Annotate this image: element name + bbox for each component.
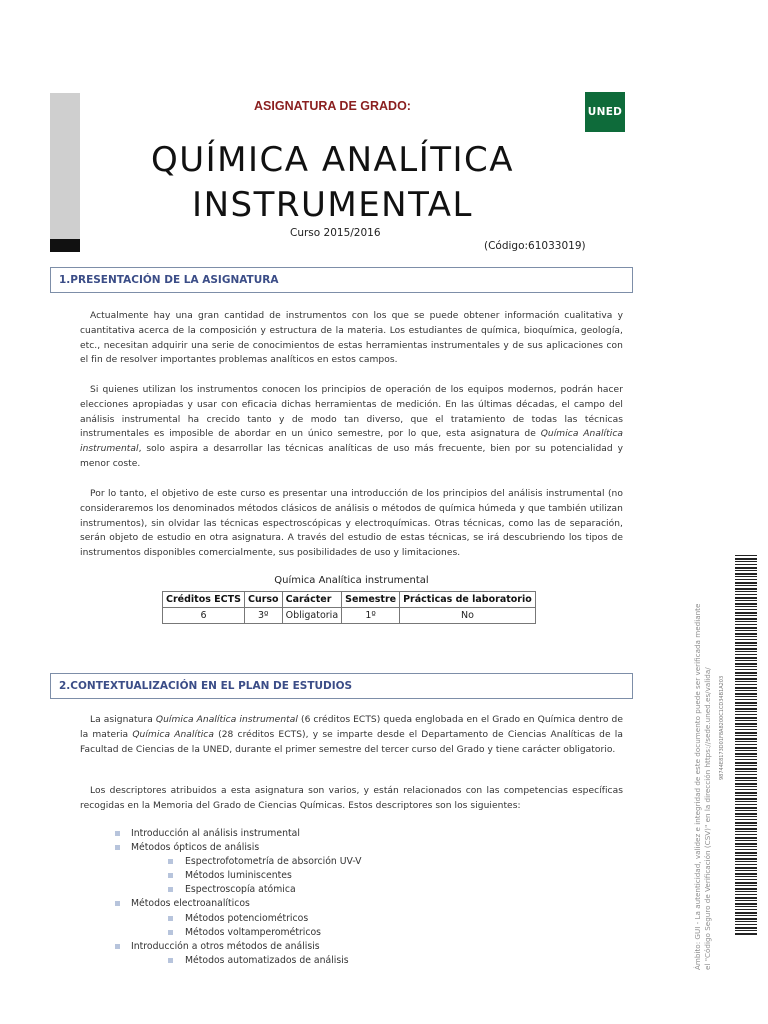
paragraph-intro-1: [80, 309, 623, 368]
course-year: Curso 2015/2016: [290, 227, 381, 239]
table-cell: 3º: [244, 608, 282, 624]
paragraph-context-1: [80, 713, 623, 757]
italic-subject-area: Química Analítica: [132, 729, 214, 740]
table-cell: Obligatoria: [282, 608, 342, 624]
paragraph-text: Si quienes utilizan los instrumentos conocen los principios de operación de los equipos modernos, podrán hacer elecciones apropiadas y usar con eficacia dichas herramientas de medición. En las últimas décadas, el campo del análisis instrumental ha crecido tanto y de modo tan diverso, que el tratamiento de todas las técnicas instrumentales es imposible de abordar en un único semestre, por lo que, esta asignatura de: [80, 385, 623, 440]
list-item: Introducción al análisis instrumental: [115, 827, 362, 841]
page-title-line1: QUÍMICA ANALÍTICA: [150, 140, 515, 180]
list-subitem: Métodos potenciométricos: [115, 912, 362, 926]
table-header-cell: Curso: [244, 592, 282, 608]
verification-code: [719, 640, 729, 780]
table-header-cell: Prácticas de laboratorio: [400, 592, 536, 608]
italic-subject-name: Química Analítica instrumental: [155, 715, 298, 725]
section-heading-presentacion: 1.PRESENTACIÓN DE LA ASIGNATURA: [50, 267, 633, 293]
paragraph-intro-2: [80, 383, 623, 472]
italic-subject-name: Química Analítica instrumental: [80, 429, 623, 455]
list-subitem: Métodos voltamperométricos: [115, 926, 362, 940]
subject-label: ASIGNATURA DE GRADO:: [254, 99, 411, 113]
verification-line-1: Ámbito: GUI - La autenticidad, validez e integridad de este documento puede ser verificada mediante: [693, 603, 702, 970]
table-header-cell: Carácter: [282, 592, 342, 608]
table-cell: 6: [163, 608, 245, 624]
list-item: Introducción a otros métodos de análisis: [115, 940, 362, 954]
paragraph-text: , solo aspira a desarrollar las técnicas analíticas de uso más frecuente, bien por su potencialidad y menor coste.: [80, 444, 623, 469]
paragraph-text: La asignatura: [90, 715, 156, 725]
verification-code-text: 98744E8173D01F8A8200C1CD34B1A203: [719, 675, 725, 780]
decorative-side-block: [50, 239, 80, 252]
list-subitem: Métodos luminiscentes: [115, 869, 362, 883]
table-caption: Química Analítica instrumental: [274, 575, 429, 586]
ects-table: [162, 591, 536, 624]
table-cell: 1º: [342, 608, 400, 624]
table-cell: No: [400, 608, 536, 624]
paragraph-intro-3: [80, 487, 623, 561]
decorative-side-bar: [50, 93, 80, 239]
list-subitem: Espectrofotometría de absorción UV-V: [115, 855, 362, 869]
page-title-line2: INSTRUMENTAL: [192, 185, 473, 225]
list-item: Métodos electroanalíticos: [115, 897, 362, 911]
paragraph-context-2: [80, 784, 623, 814]
subject-code: (Código:61033019): [484, 240, 586, 252]
table-header-cell: Semestre: [342, 592, 400, 608]
list-subitem: Espectroscopía atómica: [115, 883, 362, 897]
descriptor-list: [115, 827, 362, 968]
section-heading-contextualizacion: 2.CONTEXTUALIZACIÓN EN EL PLAN DE ESTUDIOS: [50, 673, 633, 699]
verification-note: [693, 545, 713, 970]
list-item: Métodos ópticos de análisis: [115, 841, 362, 855]
paragraph-text: (28 créditos ECTS), y se imparte desde el Departamento de Ciencias Analíticas de la Facultad de Ciencias de la UNED, durante el primer semestre del tercer curso del Grado y tiene carácter obligatorio.: [80, 729, 623, 755]
list-subitem: Métodos automatizados de análisis: [115, 954, 362, 968]
paragraph-text: Actualmente hay una gran cantidad de instrumentos con los que se puede obtener información cualitativa y cuantitativa acerca de la composición y estructura de la materia. Los estudiantes de química, bioquímica, geología, etc., necesitan adquirir una serie de conocimientos de estas herramientas instrumentales y de sus aplicaciones con el fin de resolver importantes problemas analíticos en estos campos.: [80, 311, 623, 366]
paragraph-text: (6 créditos ECTS) queda englobada en el Grado en Química dentro de la materia: [80, 715, 623, 740]
table-row: [163, 608, 536, 624]
verification-line-2: el "Código Seguro de Verificación (CSV)" en la dirección https://sede.uned.es/valida/: [702, 667, 712, 970]
barcode: [735, 555, 757, 935]
table-header-row: [163, 592, 536, 608]
paragraph-text: Los descriptores atribuidos a esta asignatura son varios, y están relacionados con las competencias específicas recogidas en la Memoria del Grado de Ciencias Químicas. Estos descriptores son los siguientes:: [80, 786, 623, 811]
uned-logo: UNED: [585, 92, 625, 132]
table-header-cell: Créditos ECTS: [163, 592, 245, 608]
paragraph-text: Por lo tanto, el objetivo de este curso es presentar una introducción de los principios del análisis instrumental (no consideraremos los denominados métodos clásicos de análisis o métodos de química húmeda y que también utilizan instrumentos), sin olvidar las técnicas espectroscópicas y electroquímicas. Otras técnicas, como las de separación, serán objeto de estudio en otra asignatura. A través del estudio de estas técnicas, se irá descubriendo los tipos de instrumentos disponibles comercialmente, sus posibilidades de uso y limitaciones.: [80, 489, 623, 559]
